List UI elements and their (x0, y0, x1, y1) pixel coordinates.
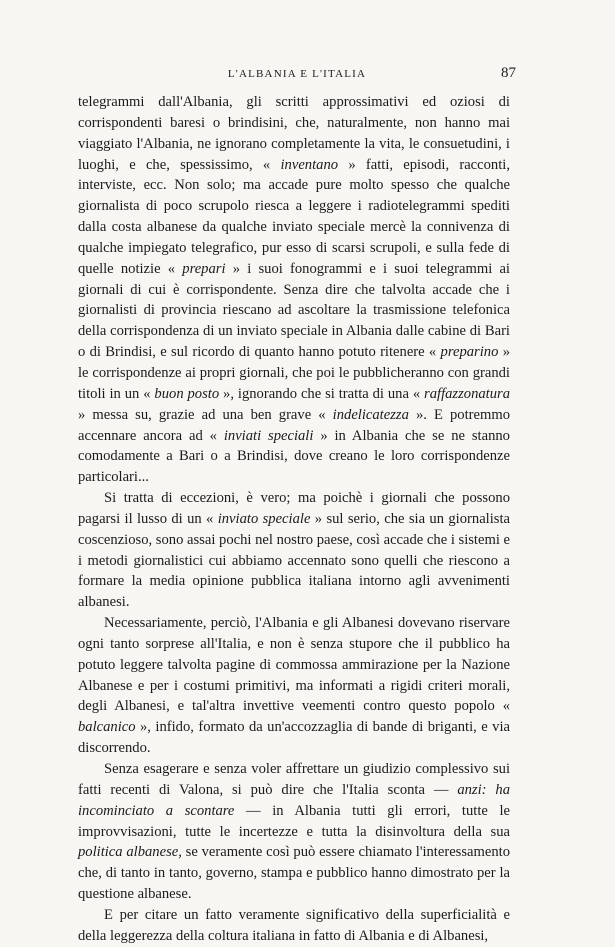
italic-run: prepari (182, 260, 226, 277)
text-run: » sul serio, che sia un giornalista coscenzioso, sono assai pochi nel nostro paese, così accade che i sistemi e i metodi giornalistici cui abbiamo accennato sono quelli che riescono a formare la media opinione pubblica italiana intorno agli avvenimenti albanesi. (78, 510, 510, 611)
text-run: » in Albania che se ne stanno comodamente a Bari o a Brindisi, dove creano le loro corrispondenze particolari... (78, 427, 510, 486)
text-run: Necessariamente, perciò, l'Albania e gli Albanesi dovevano riservare ogni tanto sorprese all'Italia, e non è senza stupore che il pubblico ha potuto leggere talvolta pagine di commossa ammirazione per la Nazione Albanese e per i costumi primitivi, ma informati a rigidi criteri morali, degli Albanesi, e tal'altra invettive veementi contro questo popolo « (78, 615, 510, 715)
text-run: » fatti, episodi, racconti, interviste, ecc. Non solo; ma accade pure molto spesso che qualche giornalista di poco scrupolo riesca a leggere i radiotelegrammi spediti dalla costa albanese da qualche inviato speciale mercè la connivenza di qualche impiegato telegrafico, pur esso di scarsi scrupoli, e sulla fede di quelle notizie « (78, 156, 510, 277)
italic-run: preparino (440, 344, 499, 361)
text-run: Si tratta di eccezioni, è vero; ma poichè i giornali che possono pagarsi il lusso di un « (78, 490, 510, 527)
text-run: », ignorando che si tratta di una « (219, 385, 425, 402)
italic-run: balcanico (78, 719, 136, 736)
italic-run: politica albanese, (78, 844, 182, 861)
page-number: 87 (501, 65, 516, 81)
italic-run: buon posto (154, 385, 220, 402)
body-text (78, 92, 510, 947)
text-run: telegrammi dall'Albania, gli scritti approssimativi ed oziosi di corrispondenti baresi o brindisini, che, naturalmente, non hanno mai viaggiato l'Albania, ne ignorano completamente la vita, le consuetudini, i luoghi, e che, spessissimo, « (78, 94, 510, 173)
text-run: » i suoi fonogrammi e i suoi telegrammi ai giornali di cui è corrispondente. Senza dire che talvolta accade che i giornalisti di provincia riescano ad ascoltare la trasmissione telefonica della corrispondenza di un inviato speciale in Albania dalle cabine di Bari o di Brindisi, e sul ricordo di quanto hanno potuto ritenere « (78, 260, 510, 361)
italic-run: inviato speciale (217, 510, 311, 527)
italic-run: indelicatezza (332, 406, 409, 423)
italic-run: inventano (280, 156, 339, 173)
paragraph (78, 488, 510, 613)
page-header (78, 65, 516, 83)
paragraph (78, 905, 510, 947)
text-run: Senza esagerare e senza voler affrettare un giudizio complessivo sui fatti recenti di Valona, si può dire che l'Italia sconta — (78, 761, 510, 798)
italic-run: raffazzonatura (424, 385, 511, 402)
text-run: » le corrispondenze ai propri giornali, che poi le pubblicheranno con grandi titoli in un « (78, 344, 510, 402)
text-run: — in Albania tutti gli errori, tutte le improvvisazioni, tutte le incertezze e tutta la disinvoltura della sua (78, 802, 510, 840)
paragraph (78, 613, 510, 759)
running-title: L'ALBANIA E L'ITALIA (227, 68, 367, 80)
text-run: se veramente così può essere chiamato l'interessamento che, di tanto in tanto, governo, stampa e pubblico hanno dimostrato per la questione albanese. (78, 844, 510, 903)
paragraph (78, 92, 510, 488)
paragraph (78, 759, 510, 905)
italic-run: anzi: ha incominciato a scontare (78, 781, 510, 819)
text-run: E per citare un fatto veramente significativo della superficialità e della leggerezza della coltura italiana in fatto di Albania e di Albanesi, (78, 906, 510, 944)
text-run: », infido, formato da un'accozzaglia di bande di briganti, e via discorrendo. (78, 719, 510, 757)
italic-run: inviati speciali (223, 427, 314, 444)
text-run: ». E potremmo accennare ancora ad « (78, 406, 510, 444)
text-run: » messa su, grazie ad una ben grave « (78, 406, 333, 423)
